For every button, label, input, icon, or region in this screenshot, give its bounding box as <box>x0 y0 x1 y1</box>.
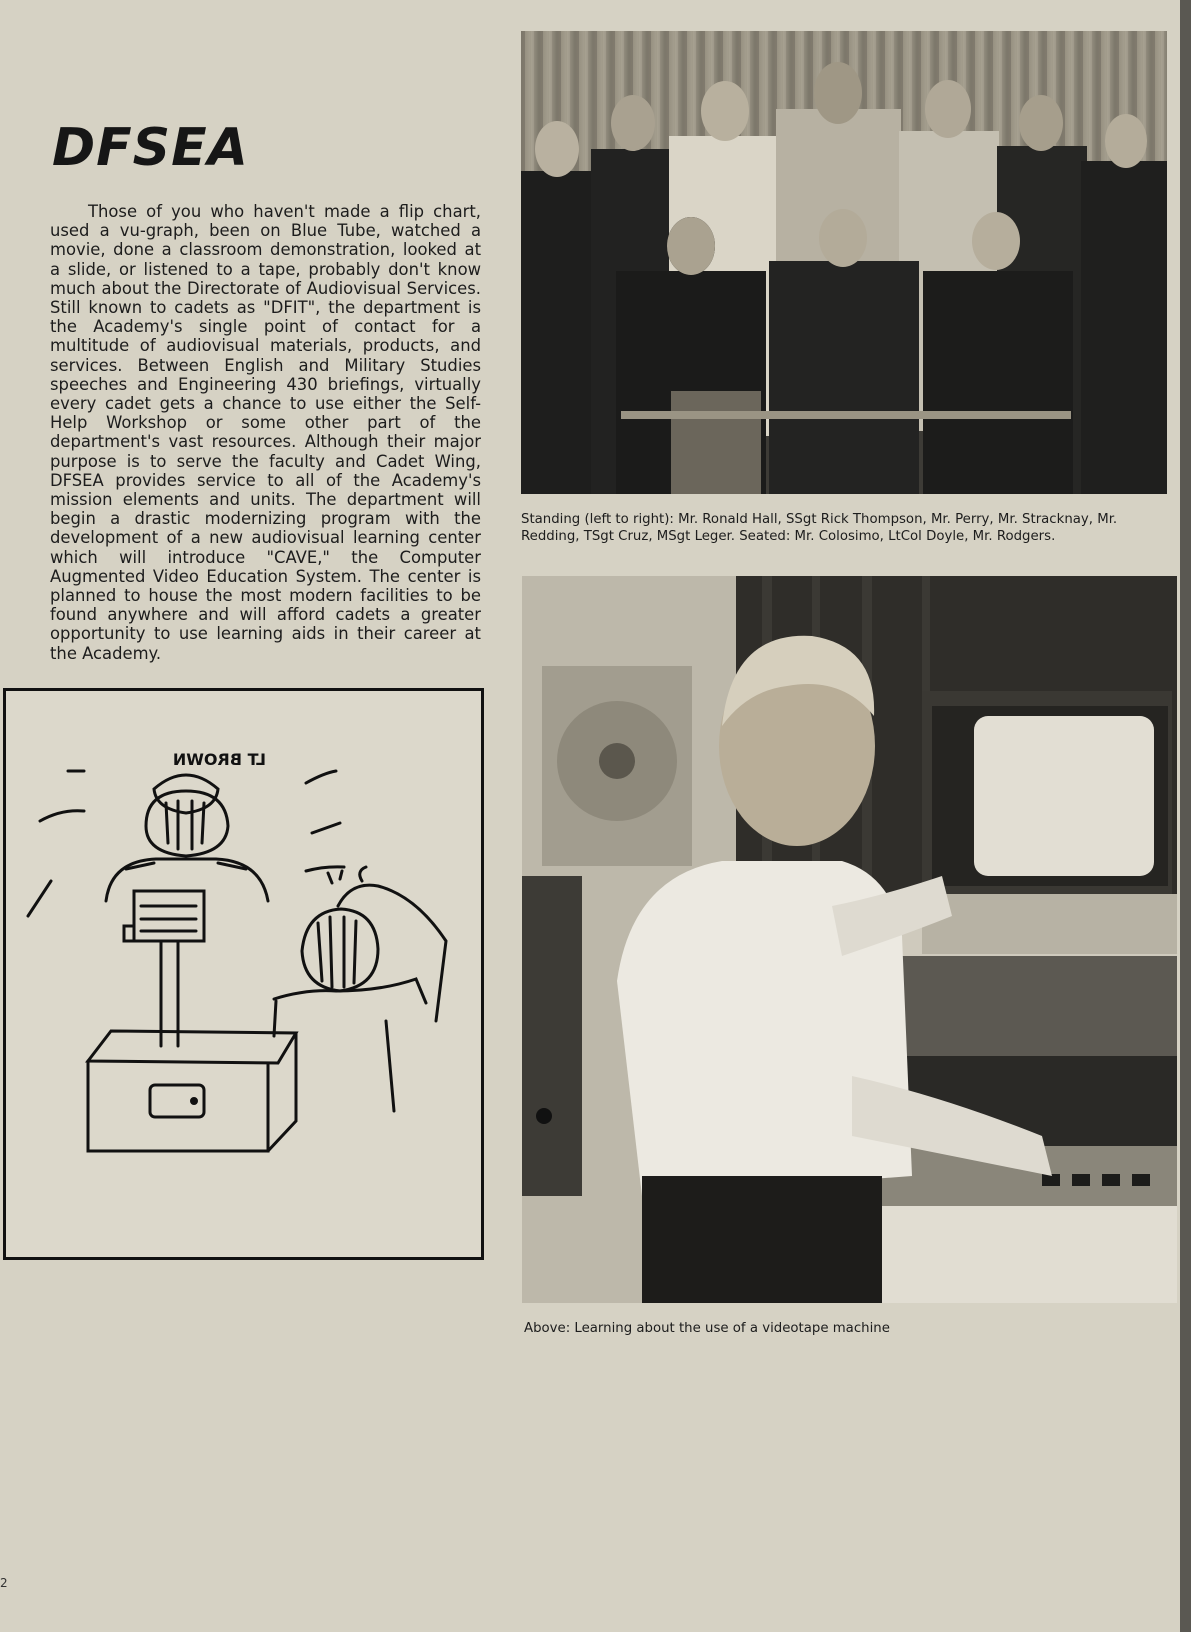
videotape-photo <box>522 576 1177 1303</box>
cartoon-drawing <box>3 688 484 1260</box>
videotape-photo-caption: Above: Learning about the use of a videotape machine <box>524 1321 890 1336</box>
page-title: DFSEA <box>52 118 249 178</box>
page-number: 2 <box>0 1576 8 1590</box>
cartoon-sign-text: LT BROWN <box>172 750 266 769</box>
group-photo <box>521 31 1167 494</box>
page-edge <box>1180 0 1191 1632</box>
article-body: Those of you who haven't made a flip chart, used a vu-graph, been on Blue Tube, watched a movie, done a classroom demonstration, looked at a slide, or listened to a tape, probably don't know much about the Directorate of Audiovisual Services. Still known to cadets as "DFIT", the department is the Academy's single point of contact for a multitude of audiovisual materials, products, and services. Between English and Military Studies speeches and Engineering 430 briefings, virtually every cadet gets a chance to use either the Self-Help Workshop or some other part of the department's vast resources. Although their major purpose is to serve the faculty and Cadet Wing, DFSEA provides service to all of the Academy's mission elements and units. The department will begin a drastic modernizing program with the development of a new audiovisual learning center which will introduce "CAVE," the Computer Augmented Video Education System. The center is planned to house the most modern facilities to be found anywhere and will afford cadets a greater opportunity to use learning aids in their career at the Academy. <box>50 202 481 663</box>
group-photo-caption: Standing (left to right): Mr. Ronald Hall, SSgt Rick Thompson, Mr. Perry, Mr. Stracknay, Mr. Redding, TSgt Cruz, MSgt Leger. Seated: Mr. Colosimo, LtCol Doyle, Mr. Rodgers. <box>521 512 1118 544</box>
